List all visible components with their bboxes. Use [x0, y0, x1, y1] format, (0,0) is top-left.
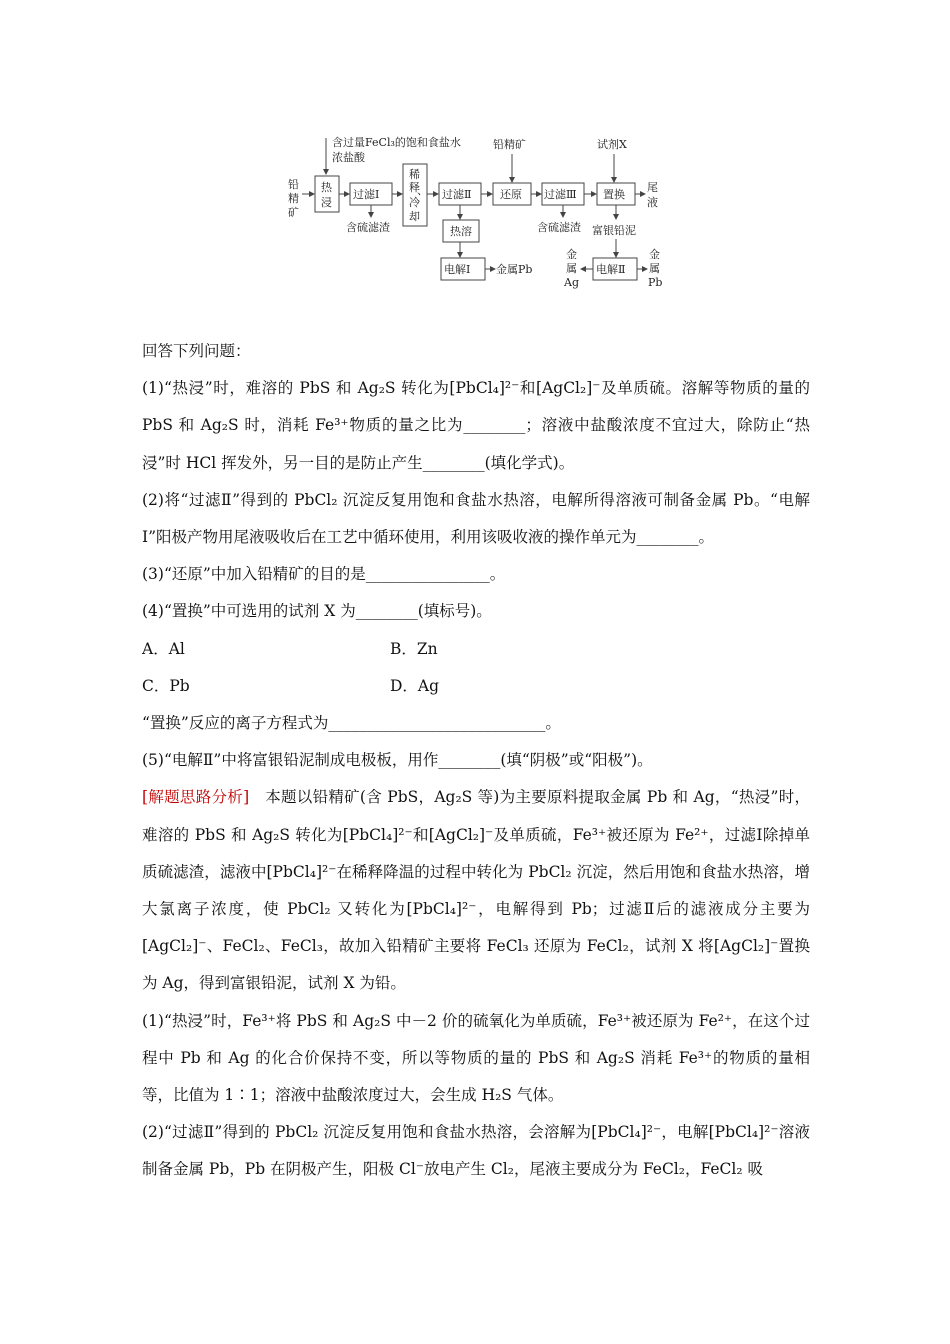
heat-leach-label-2: 浸 — [321, 196, 332, 209]
intro-line: 回答下列问题： — [142, 342, 251, 360]
lead-ore-label: 铅精矿 — [493, 138, 526, 151]
metal-pb2-3: Pb — [648, 276, 663, 289]
question-4b: “置换”反应的离子方程式为____________________________。 — [142, 714, 561, 733]
analysis-label: [解题思路分析] — [142, 788, 250, 807]
dilute-label-3: 、 — [417, 184, 428, 197]
sulfur-residue2-label: 含硫滤渣 — [537, 221, 581, 234]
top-input-label-2: 浓盐酸 — [332, 151, 365, 164]
document-body — [142, 333, 810, 1189]
option-d: D．Ag — [390, 676, 440, 695]
metal-ag-2: 属 — [566, 262, 577, 275]
reagent-x-label: 试剂X — [597, 138, 627, 151]
replace-label: 置换 — [603, 188, 625, 201]
filter3-label: 过滤Ⅲ — [544, 188, 577, 201]
dilute-label-2: 释 — [409, 181, 420, 194]
dilute-label-1: 稀 — [409, 168, 420, 181]
metal-ag-3: Ag — [564, 276, 579, 289]
electrolysis2-label: 电解Ⅱ — [596, 263, 626, 276]
option-c: C．Pb — [142, 676, 190, 695]
process-flowchart — [286, 134, 666, 300]
raw-ore-label-1: 铅 — [288, 178, 299, 191]
ag-mud-label: 富银铅泥 — [592, 224, 636, 237]
raw-ore-label-3: 矿 — [288, 206, 299, 219]
metal-ag-1: 金 — [566, 248, 577, 261]
question-4: (4)“置换”中可选用的试剂 X 为________(填标号)。 — [142, 602, 492, 621]
question-5: (5)“电解Ⅱ”中将富银铅泥制成电极板，用作________(填“阴极”或“阳极”)。 — [142, 751, 653, 770]
dilute-label-4: 冷 — [409, 196, 420, 209]
answer-1: (1)“热浸”时，Fe³⁺将 PbS 和 Ag₂S 中－2 价的硫氧化为单质硫，Fe³⁺被还原为 Fe²⁺，在这个过程中 Pb 和 Ag 的化合价保持不变，所以等物质的量的 PbS 和 Ag₂S 消耗 Fe³⁺的物质的量相等，比值为 1∶1；溶液中盐酸浓度过大，会生成 H₂S 气体。 — [142, 1011, 810, 1105]
filter2-label: 过滤Ⅱ — [442, 188, 472, 201]
analysis-paragraph — [142, 779, 810, 1002]
answer-2: (2)“过滤Ⅱ”得到的 PbCl₂ 沉淀反复用饱和食盐水热溶，会溶解为[PbCl₄]²⁻，电解[PbCl₄]²⁻溶液制备金属 Pb，Pb 在阴极产生，阳极 Cl⁻放电产生 Cl₂，尾液主要成分为 FeCl₂，FeCl₂ 吸 — [142, 1123, 810, 1179]
heat-leach-label-1: 热 — [321, 181, 332, 194]
tail-label-2: 液 — [647, 196, 658, 209]
option-b: B．Zn — [390, 639, 438, 658]
options-row-1 — [142, 631, 810, 668]
reduce-label: 还原 — [500, 188, 522, 201]
sulfur-residue1-label: 含硫滤渣 — [346, 221, 390, 234]
options-row-2 — [142, 668, 810, 705]
metal-pb2-2: 属 — [649, 262, 660, 275]
filter1-label: 过滤Ⅰ — [353, 188, 380, 201]
question-2: (2)将“过滤Ⅱ”得到的 PbCl₂ 沉淀反复用饱和食盐水热溶，电解所得溶液可制备金属 Pb。“电解Ⅰ”阳极产物用尾液吸收后在工艺中循环使用，利用该吸收液的操作单元为________。 — [142, 490, 810, 547]
question-1: (1)“热浸”时，难溶的 PbS 和 Ag₂S 转化为[PbCl₄]²⁻和[AgCl₂]⁻及单质硫。溶解等物质的量的 PbS 和 Ag₂S 时，消耗 Fe³⁺物质的量之比为________；溶液中盐酸浓度不宜过大，除防止“热浸”时 HCl 挥发外，另一目的是防止产生________(填化学式)。 — [142, 379, 810, 472]
electrolysis1-label: 电解Ⅰ — [444, 263, 471, 276]
option-a: A．Al — [142, 639, 185, 658]
top-input-label: 含过量FeCl₃的饱和食盐水 — [332, 136, 461, 149]
metal-pb2-1: 金 — [649, 248, 660, 261]
hot-dissolve-label: 热溶 — [450, 225, 472, 238]
metal-pb-label: 金属Pb — [496, 263, 533, 276]
raw-ore-label-2: 精 — [288, 192, 299, 205]
question-3: (3)“还原”中加入铅精矿的目的是________________。 — [142, 565, 506, 584]
dilute-label-5: 却 — [409, 210, 420, 223]
tail-label-1: 尾 — [647, 181, 658, 194]
analysis-text: 本题以铅精矿(含 PbS，Ag₂S 等)为主要原料提取金属 Pb 和 Ag，“热浸”时，难溶的 PbS 和 Ag₂S 转化为[PbCl₄]²⁻和[AgCl₂]⁻及单质硫，Fe³⁺被还原为 Fe²⁺，过滤Ⅰ除掉单质硫滤渣，滤液中[PbCl₄]²⁻在稀释降温的过程中转化为 PbCl₂ 沉淀，然后用饱和食盐水热溶，增大氯离子浓度，使 PbCl₂ 又转化为[PbCl₄]²⁻，电解得到 Pb；过滤Ⅱ后的滤液成分主要为[AgCl₂]⁻、FeCl₂、FeCl₃，故加入铅精矿主要将 FeCl₃ 还原为 FeCl₂，试剂 X 将[AgCl₂]⁻置换为 Ag，得到富银铅泥，试剂 X 为铅。 — [142, 788, 810, 993]
